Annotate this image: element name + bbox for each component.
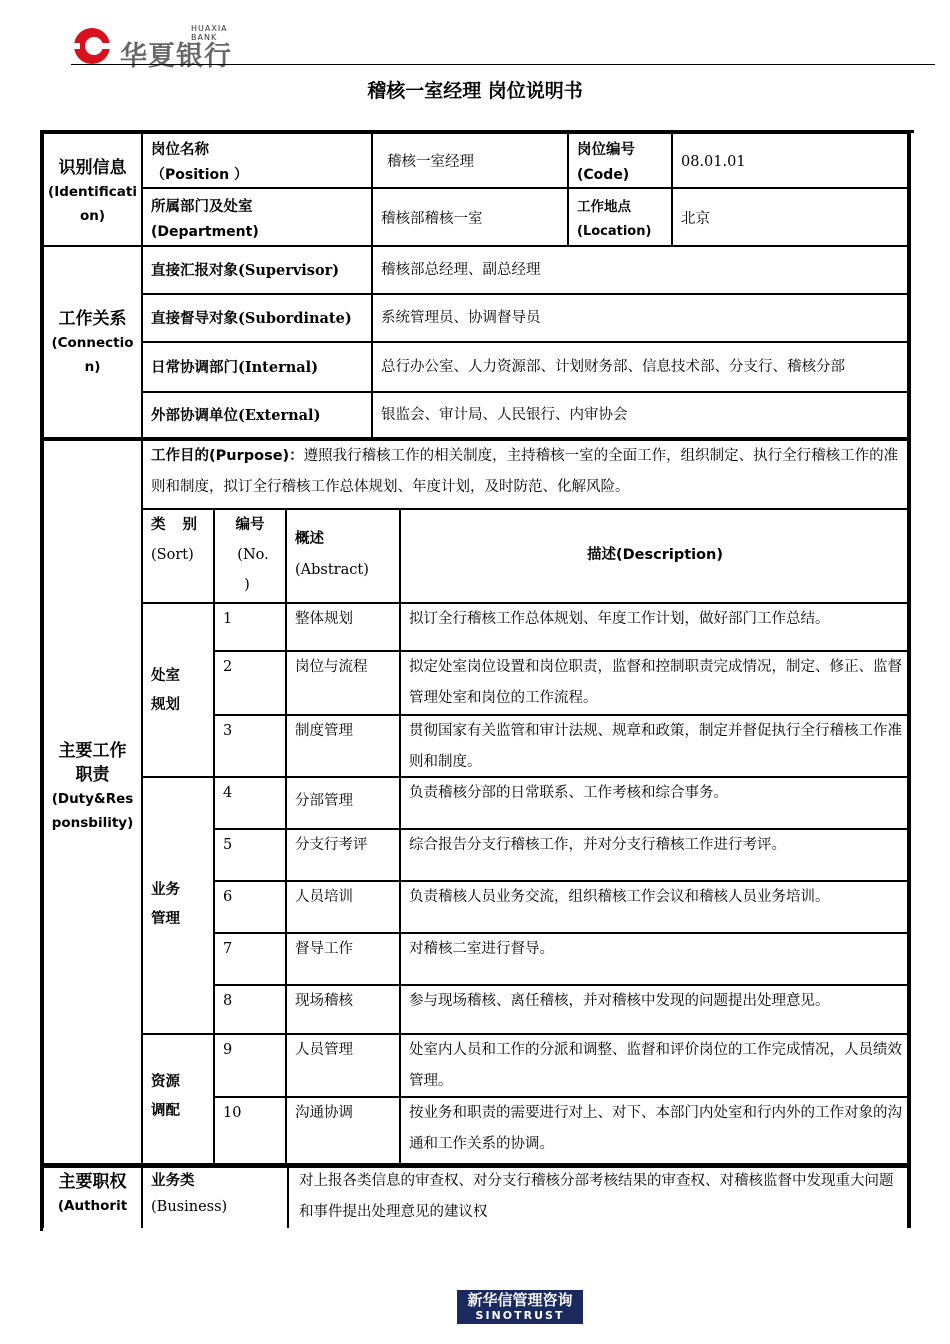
authority-sub: (Authorit bbox=[57, 1198, 128, 1214]
external-label: 外部协调单位(External) bbox=[151, 407, 321, 424]
purpose-cell bbox=[142, 440, 908, 509]
duty-description-4-cell bbox=[400, 777, 908, 829]
duty-description-9: 处室内人员和工作的分派和调整、监督和评价岗位的工作完成情况，人员绩效管理。 bbox=[409, 1042, 902, 1089]
duty-no-10-cell bbox=[214, 1097, 286, 1164]
document-title: 稽核一室经理 岗位说明书 bbox=[367, 80, 583, 102]
duty-description-10-cell bbox=[400, 1097, 908, 1164]
duty-abstract-4: 分部管理 bbox=[295, 793, 353, 809]
duty-description-6-cell bbox=[400, 881, 908, 933]
duty-abstract-3-cell bbox=[286, 715, 400, 777]
external-label-cell bbox=[142, 392, 372, 440]
bank-name-cn: 华夏银行 bbox=[120, 41, 232, 72]
duty-section-cell bbox=[43, 440, 142, 1164]
position-label: 岗位名称 bbox=[151, 142, 209, 158]
duty-description-3: 贯彻国家有关监管和审计法规、规章和政策，制定并督促执行全行稽核工作准则和制度。 bbox=[409, 723, 902, 770]
duty-no-6-cell bbox=[214, 881, 286, 933]
duty-no-5-cell bbox=[214, 829, 286, 881]
duty-no-9-cell bbox=[214, 1034, 286, 1097]
duty-no-2-cell bbox=[214, 651, 286, 715]
duty-description-7-cell bbox=[400, 933, 908, 985]
purpose-text: 遵照我行稽核工作的相关制度，主持稽核一室的全面工作，组织制定、执行全行稽核工作的准则和制度，拟订全行稽核工作总体规划、年度计划，及时防范、化解风险。 bbox=[151, 448, 899, 495]
position-value-cell bbox=[372, 133, 568, 188]
no-header-en: (No. bbox=[237, 547, 269, 563]
no-header-en-close: ) bbox=[244, 577, 250, 593]
identification-title: 识别信息 bbox=[58, 158, 127, 178]
sinotrust-logo bbox=[457, 1290, 583, 1324]
location-label-en: (Location) bbox=[577, 224, 652, 239]
internal-value-cell bbox=[372, 342, 908, 392]
sort-header-en: (Sort) bbox=[151, 547, 194, 563]
abstract-header-en: (Abstract) bbox=[295, 562, 369, 578]
authority-section-cell bbox=[43, 1167, 142, 1228]
internal-label: 日常协调部门(Internal) bbox=[151, 359, 319, 376]
category-business-l1: 业务 bbox=[151, 882, 180, 898]
code-value: 08.01.01 bbox=[681, 154, 746, 170]
duty-no-8-cell bbox=[214, 985, 286, 1034]
internal-value: 总行办公室、人力资源部、计划财务部、信息技术部、分支行、稽核分部 bbox=[381, 359, 845, 375]
duty-no-3-cell bbox=[214, 715, 286, 777]
supervisor-value: 稽核部总经理、副总经理 bbox=[381, 262, 541, 278]
department-value: 稽核部稽核一室 bbox=[381, 211, 483, 227]
duty-abstract-5: 分支行考评 bbox=[295, 837, 368, 853]
authority-type-cell bbox=[142, 1167, 288, 1228]
duty-description-5: 综合报告分支行稽核工作，并对分支行稽核工作进行考评。 bbox=[409, 837, 786, 853]
category-resource-l2: 调配 bbox=[151, 1103, 180, 1119]
supervisor-label: 直接汇报对象(Supervisor) bbox=[151, 262, 340, 279]
table-right-border bbox=[908, 133, 911, 1228]
duty-abstract-10-cell bbox=[286, 1097, 400, 1164]
duty-abstract-6: 人员培训 bbox=[295, 889, 353, 905]
duty-description-9-cell bbox=[400, 1034, 908, 1097]
duty-abstract-5-cell bbox=[286, 829, 400, 881]
category-business-l2: 管理 bbox=[151, 911, 180, 927]
duty-no-7-cell bbox=[214, 933, 286, 985]
location-value-cell bbox=[672, 188, 908, 246]
location-label-cell bbox=[568, 188, 672, 246]
duty-no-10: 10 bbox=[223, 1105, 242, 1121]
duty-no-9: 9 bbox=[223, 1042, 233, 1058]
category-resource-l1: 资源 bbox=[151, 1074, 180, 1090]
duty-description-10: 按业务和职责的需要进行对上、对下、本部门内处室和行内外的工作对象的沟通和工作关系的协调。 bbox=[409, 1105, 902, 1152]
purpose-label: 工作目的(Purpose)： bbox=[151, 448, 304, 464]
supervisor-value-cell bbox=[372, 246, 908, 294]
subordinate-value-cell bbox=[372, 294, 908, 342]
sinotrust-logo-cn: 新华信管理咨询 bbox=[467, 1291, 573, 1309]
category-planning-l1: 处室 bbox=[151, 668, 180, 684]
no-header-cell bbox=[214, 509, 286, 603]
duty-no-5: 5 bbox=[223, 837, 233, 853]
no-header: 编号 bbox=[235, 517, 265, 533]
connection-section-cell bbox=[43, 246, 142, 440]
description-header: 描述(Description) bbox=[586, 547, 724, 563]
duty-description-6: 负责稽核人员业务交流，组织稽核工作会议和稽核人员业务培训。 bbox=[409, 889, 830, 905]
abstract-header: 概述 bbox=[295, 531, 324, 547]
duty-description-7: 对稽核二室进行督导。 bbox=[409, 941, 554, 957]
external-value: 银监会、审计局、人民银行、内审协会 bbox=[381, 407, 628, 423]
external-value-cell bbox=[372, 392, 908, 440]
category-cell-business bbox=[142, 777, 214, 1034]
duty-abstract-10: 沟通协调 bbox=[295, 1105, 353, 1121]
category-cell-resource bbox=[142, 1034, 214, 1164]
subordinate-label-cell bbox=[142, 294, 372, 342]
duty-no-7: 7 bbox=[223, 941, 233, 957]
duty-abstract-1: 整体规划 bbox=[295, 611, 353, 627]
duty-description-2: 拟定处室岗位设置和岗位职责，监督和控制职责完成情况，制定、修正、监督管理处室和岗位的工作流程。 bbox=[409, 659, 902, 706]
location-label: 工作地点 bbox=[577, 199, 631, 215]
duty-no-4-cell bbox=[214, 777, 286, 829]
duty-description-1-cell bbox=[400, 603, 908, 651]
department-label-cell bbox=[142, 188, 372, 246]
code-label-cell bbox=[568, 133, 672, 188]
duty-description-2-cell bbox=[400, 651, 908, 715]
sort-header: 类 别 bbox=[151, 517, 204, 533]
duty-abstract-8-cell bbox=[286, 985, 400, 1034]
duty-abstract-3: 制度管理 bbox=[295, 723, 353, 739]
duty-no-2: 2 bbox=[223, 659, 233, 675]
position-label-cell bbox=[142, 133, 372, 188]
duty-description-1: 拟订全行稽核工作总体规划、年度工作计划，做好部门工作总结。 bbox=[409, 611, 830, 627]
duty-description-8-cell bbox=[400, 985, 908, 1034]
department-value-cell bbox=[372, 188, 568, 246]
position-label-en: （Position ） bbox=[151, 167, 248, 183]
purpose-paragraph bbox=[151, 441, 903, 503]
duty-abstract-2: 岗位与流程 bbox=[295, 659, 368, 675]
category-cell-planning bbox=[142, 603, 214, 777]
identification-sub: (Identification) bbox=[48, 184, 137, 224]
duty-no-3: 3 bbox=[223, 723, 233, 739]
authority-value-cell bbox=[288, 1167, 908, 1228]
internal-label-cell bbox=[142, 342, 372, 392]
duty-description-5-cell bbox=[400, 829, 908, 881]
huaxia-logo-icon bbox=[72, 26, 112, 66]
duty-abstract-7-cell bbox=[286, 933, 400, 985]
sort-header-cell bbox=[142, 509, 214, 603]
authority-type-label-en: (Business) bbox=[151, 1199, 228, 1215]
duty-no-1: 1 bbox=[223, 611, 233, 627]
code-label-en: (Code) bbox=[577, 167, 630, 183]
subordinate-label: 直接督导对象(Subordinate) bbox=[151, 310, 352, 327]
code-label: 岗位编号 bbox=[577, 142, 635, 158]
duty-description-8: 参与现场稽核、离任稽核，并对稽核中发现的问题提出处理意见。 bbox=[409, 993, 830, 1009]
huaxia-bank-logo bbox=[68, 20, 248, 72]
duty-no-8: 8 bbox=[223, 993, 233, 1009]
duty-abstract-2-cell bbox=[286, 651, 400, 715]
category-planning-l2: 规划 bbox=[151, 697, 180, 713]
bank-name-en: HUAXIA BANK bbox=[191, 24, 228, 42]
duty-abstract-9: 人员管理 bbox=[295, 1042, 353, 1058]
duty-sub: (Duty&Responsbility) bbox=[51, 791, 134, 831]
duty-description-4: 负责稽核分部的日常联系、工作考核和综合事务。 bbox=[409, 785, 728, 801]
supervisor-label-cell bbox=[142, 246, 372, 294]
code-value-cell bbox=[672, 133, 908, 188]
authority-value: 对上报各类信息的审查权、对分支行稽核分部考核结果的审查权、对稽核监督中发现重大问题和事件提出处理意见的建议权 bbox=[299, 1173, 894, 1220]
description-header-cell bbox=[400, 509, 908, 603]
duty-title: 主要工作职责 bbox=[58, 741, 127, 785]
department-label-en: (Department) bbox=[151, 224, 259, 240]
duty-description-3-cell bbox=[400, 715, 908, 777]
duty-abstract-7: 督导工作 bbox=[295, 941, 353, 957]
department-label: 所属部门及处室 bbox=[151, 199, 253, 215]
duty-abstract-8: 现场稽核 bbox=[295, 993, 353, 1009]
authority-type-label: 业务类 bbox=[151, 1173, 195, 1189]
identification-section-cell bbox=[43, 133, 142, 246]
duty-no-4: 4 bbox=[223, 785, 233, 801]
sinotrust-logo-en: SINOTRUST bbox=[475, 1309, 565, 1322]
subordinate-value: 系统管理员、协调督导员 bbox=[381, 310, 541, 326]
connection-title: 工作关系 bbox=[58, 309, 127, 329]
duty-no-1-cell bbox=[214, 603, 286, 651]
duty-no-6: 6 bbox=[223, 889, 233, 905]
connection-sub: (Connection) bbox=[51, 335, 134, 375]
duty-abstract-1-cell bbox=[286, 603, 400, 651]
position-value: 稽核一室经理 bbox=[387, 154, 474, 170]
header-rule bbox=[71, 64, 935, 65]
duty-abstract-4-cell bbox=[286, 777, 400, 829]
location-value: 北京 bbox=[681, 211, 710, 227]
duty-abstract-9-cell bbox=[286, 1034, 400, 1097]
abstract-header-cell bbox=[286, 509, 400, 603]
duty-abstract-6-cell bbox=[286, 881, 400, 933]
authority-title: 主要职权 bbox=[58, 1172, 127, 1192]
